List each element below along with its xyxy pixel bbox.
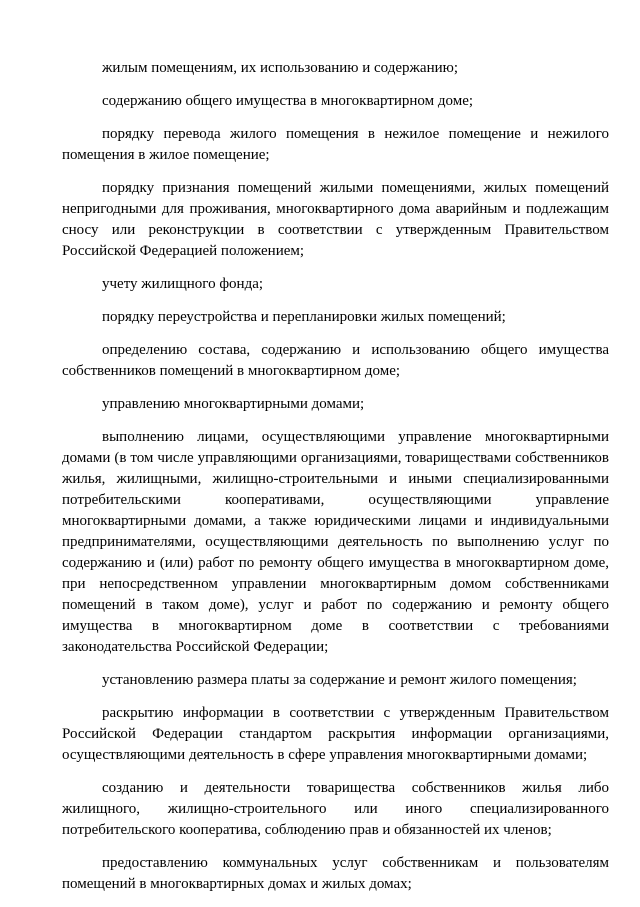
paragraph-5: учету жилищного фонда; [102, 276, 264, 292]
document-page [62, 58, 609, 907]
paragraph-8: управлению многоквартирными домами; [102, 396, 365, 412]
paragraph-11: раскрытию информации в соответствии с утвержденным Правительством Российской Федерации стандартом раскрытия информации организациями, осуществляющими деятельность в сфере управления многоквартирными домами; [62, 705, 609, 763]
paragraph-10: установлению размера платы за содержание и ремонт жилого помещения; [102, 672, 577, 688]
paragraph-6: порядку переустройства и перепланировки жилых помещений; [102, 309, 506, 325]
paragraph-12: созданию и деятельности товарищества собственников жилья либо жилищного, жилищно-строительного или иного специализированного потребительского кооператива, соблюдению прав и обязанностей их членов; [62, 780, 609, 838]
paragraph-1: жилым помещениям, их использованию и содержанию; [102, 60, 458, 76]
paragraph-3: порядку перевода жилого помещения в нежилое помещение и нежилого помещения в жилое помещение; [62, 126, 609, 163]
paragraph-9: выполнению лицами, осуществляющими управление многоквартирными домами (в том числе управляющими организациями, товариществами собственников жилья, жилищными, жилищно-строительными и иными специализированными потребительскими кооперативами, осуществляющими управление многоквартирными домами, а также юридическими лицами и индивидуальными предпринимателями, осуществляющими деятельность по выполнению услуг по содержанию и (или) работ по ремонту общего имущества в многоквартирном доме, при непосредственном управлении многоквартирным домом собственниками помещений в таком доме), услуг и работ по содержанию и ремонту общего имущества в многоквартирном доме в соответствии с требованиями законодательства Российской Федерации; [62, 429, 609, 655]
paragraph-4: порядку признания помещений жилыми помещениями, жилых помещений непригодными для проживания, многоквартирного дома аварийным и подлежащим сносу или реконструкции в соответствии с утвержденным Правительством Российской Федерацией положением; [62, 180, 609, 259]
paragraph-7: определению состава, содержанию и использованию общего имущества собственников помещений в многоквартирном доме; [62, 342, 609, 379]
paragraph-13: предоставлению коммунальных услуг собственникам и пользователям помещений в многоквартирных домах и жилых домах; [62, 855, 609, 892]
paragraph-2: содержанию общего имущества в многоквартирном доме; [102, 93, 474, 109]
